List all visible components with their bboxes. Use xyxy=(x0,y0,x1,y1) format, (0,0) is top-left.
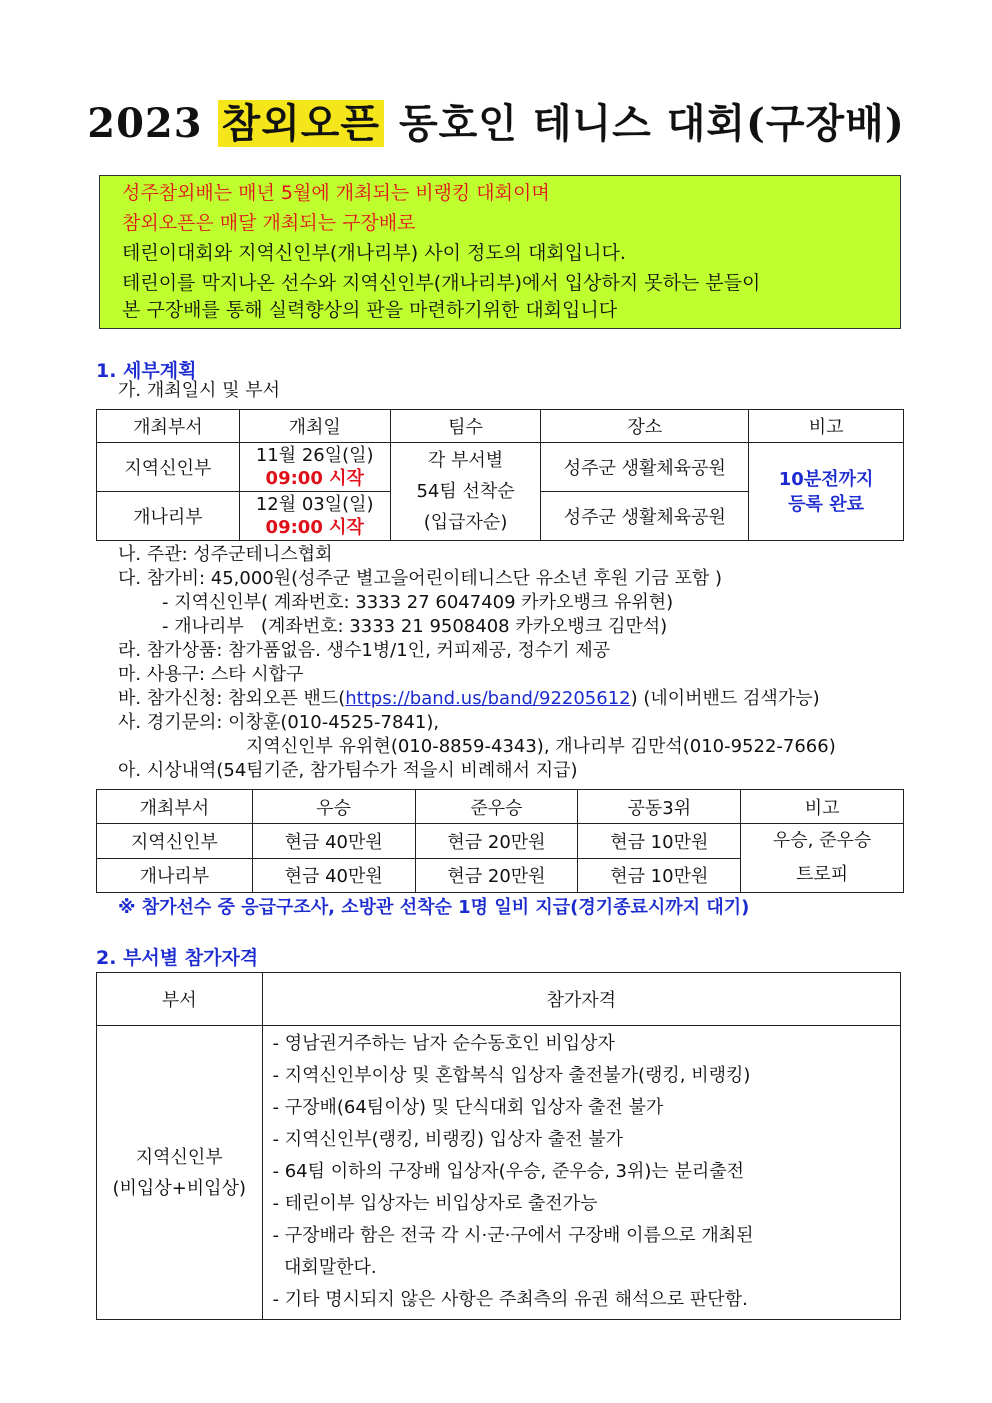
prize-header: 공동3위 xyxy=(578,790,741,824)
rule-item: - 구장배라 함은 전국 각 시·군·구에서 구장배 이름으로 개최된 xyxy=(272,1225,754,1246)
second-prize-cell: 현금 20만원 xyxy=(415,824,578,859)
eligibility-header-row xyxy=(97,973,901,1026)
note-cell xyxy=(749,443,904,541)
division-cell: 개나리부 xyxy=(97,492,240,541)
item-ga: 가. 개최일시 및 부서 xyxy=(118,380,280,401)
first-prize-cell: 현금 40만원 xyxy=(252,858,415,893)
date-cell xyxy=(239,443,390,492)
item-na: 나. 주관: 성주군테니스협회 xyxy=(118,544,333,565)
rule-item: - 영남권거주하는 남자 순수동호인 비입상자 xyxy=(272,1033,615,1054)
teams-line-2: 54팀 선착순 xyxy=(416,481,515,502)
teams-line-3: (입급자순) xyxy=(423,512,508,533)
second-prize-cell: 현금 20만원 xyxy=(415,858,578,893)
prize-row xyxy=(97,824,904,859)
band-link[interactable]: https://band.us/band/92205612 xyxy=(345,688,631,709)
page-title xyxy=(0,92,992,149)
title-rest: 동호인 테니스 대회(구장배) xyxy=(399,100,905,147)
schedule-header-row xyxy=(97,410,904,443)
start-time: 09:00 시작 xyxy=(265,517,364,538)
division-cell: 지역신인부 xyxy=(97,443,240,492)
venue-cell: 성주군 생활체육공원 xyxy=(541,492,749,541)
schedule-header: 비고 xyxy=(749,410,904,443)
rule-item: 대회말한다. xyxy=(272,1257,377,1278)
rule-item: - 64팀 이하의 구장배 입상자(우승, 준우승, 3위)는 분리출전 xyxy=(272,1161,745,1182)
schedule-header: 개최일 xyxy=(239,410,390,443)
prize-table xyxy=(96,789,904,893)
date-cell xyxy=(239,492,390,541)
eligibility-header: 부서 xyxy=(97,973,263,1026)
account-1: - 지역신인부( 계좌번호: 3333 27 6047409 카카오뱅크 유위현) xyxy=(162,592,674,613)
schedule-header: 장소 xyxy=(541,410,749,443)
prize-header-row xyxy=(97,790,904,824)
rule-item: - 지역신인부이상 및 혼합복식 입상자 출전불가(랭킹, 비랭킹) xyxy=(272,1065,751,1086)
ba-suffix: ) (네이버밴드 검색가능) xyxy=(630,688,820,709)
venue-cell: 성주군 생활체육공원 xyxy=(541,443,749,492)
intro-line-4: 테린이를 막지나온 선수와 지역신인부(개나리부)에서 입상하지 못하는 분들이 xyxy=(122,272,761,294)
ba-prefix: 바. 참가신청: 참외오픈 밴드( xyxy=(118,688,346,709)
rule-item: - 지역신인부(랭킹, 비랭킹) 입상자 출전 불가 xyxy=(272,1129,623,1150)
schedule-header: 팀수 xyxy=(390,410,541,443)
item-a: 아. 시상내역(54팀기준, 참가팀수가 적을시 비례해서 지급) xyxy=(118,760,578,781)
note-line-2: 등록 완료 xyxy=(788,493,864,515)
account-2: - 개나리부 (계좌번호: 3333 21 9508408 카카오뱅크 김만석) xyxy=(162,616,668,637)
note-line-1: 10분전까지 xyxy=(778,468,874,490)
title-highlight: 참외오픈 xyxy=(218,100,385,147)
schedule-table xyxy=(96,409,904,541)
prize-header: 준우승 xyxy=(415,790,578,824)
division-sub: (비입상+비입상) xyxy=(112,1177,246,1199)
contact-line-2: 지역신인부 유위현(010-8859-4343), 개나리부 김만석(010-9522-7666) xyxy=(246,736,836,757)
prize-header: 비고 xyxy=(741,790,904,824)
intro-line-2: 참외오픈은 매달 개최되는 구장배로 xyxy=(122,212,416,234)
prize-header: 개최부서 xyxy=(97,790,253,824)
division-name: 지역신인부 xyxy=(135,1146,223,1168)
teams-cell xyxy=(390,443,541,541)
rules-cell xyxy=(262,1026,901,1320)
schedule-header: 개최부서 xyxy=(97,410,240,443)
division-cell xyxy=(97,1026,263,1320)
prize-note-line-2: 트로피 xyxy=(796,864,849,885)
division-cell: 개나리부 xyxy=(97,858,253,893)
first-prize-cell: 현금 40만원 xyxy=(252,824,415,859)
intro-box xyxy=(99,175,901,329)
section-1-heading: 1. 세부계획 xyxy=(96,360,197,382)
item-ba xyxy=(118,687,820,711)
eligibility-table xyxy=(96,972,901,1320)
start-time: 09:00 시작 xyxy=(265,468,364,489)
eligibility-row xyxy=(97,1026,901,1320)
schedule-row xyxy=(97,443,904,492)
rule-item: - 테린이부 입상자는 비입상자로 출전가능 xyxy=(272,1193,598,1214)
title-year: 2023 xyxy=(87,100,203,147)
eligibility-header: 참가자격 xyxy=(262,973,901,1026)
date-text: 11월 26일(일) xyxy=(255,445,374,466)
intro-line-1: 성주참외배는 매년 5월에 개최되는 비랭킹 대회이며 xyxy=(122,182,550,204)
rule-item: - 구장배(64팀이상) 및 단식대회 입상자 출전 불가 xyxy=(272,1097,664,1118)
section-2-heading: 2. 부서별 참가자격 xyxy=(96,947,259,969)
prize-note-line-1: 우승, 준우승 xyxy=(772,830,872,851)
item-ra: 라. 참가상품: 참가품없음. 생수1병/1인, 커피제공, 정수기 제공 xyxy=(118,640,611,661)
prize-header: 우승 xyxy=(252,790,415,824)
teams-line-1: 각 부서별 xyxy=(427,450,504,471)
prize-note-cell xyxy=(741,824,904,893)
item-ma: 마. 사용구: 스타 시합구 xyxy=(118,664,304,685)
third-prize-cell: 현금 10만원 xyxy=(578,858,741,893)
item-sa: 사. 경기문의: 이창훈(010-4525-7841), xyxy=(118,712,440,733)
intro-line-5: 본 구장배를 통해 실력향상의 판을 마련하기위한 대회입니다 xyxy=(122,299,618,321)
division-cell: 지역신인부 xyxy=(97,824,253,859)
footnote: ※ 참가선수 중 응급구조사, 소방관 선착순 1명 일비 지급(경기종료시까지 대기) xyxy=(118,897,750,918)
date-text: 12월 03일(일) xyxy=(255,494,374,515)
third-prize-cell: 현금 10만원 xyxy=(578,824,741,859)
item-da: 다. 참가비: 45,000원(성주군 별고을어린이테니스단 유소년 후원 기금 포함 ) xyxy=(118,568,723,589)
rule-item: - 기타 명시되지 않은 사항은 주최측의 유권 해석으로 판단함. xyxy=(272,1289,748,1310)
intro-line-3: 테린이대회와 지역신인부(개나리부) 사이 정도의 대회입니다. xyxy=(122,242,626,264)
